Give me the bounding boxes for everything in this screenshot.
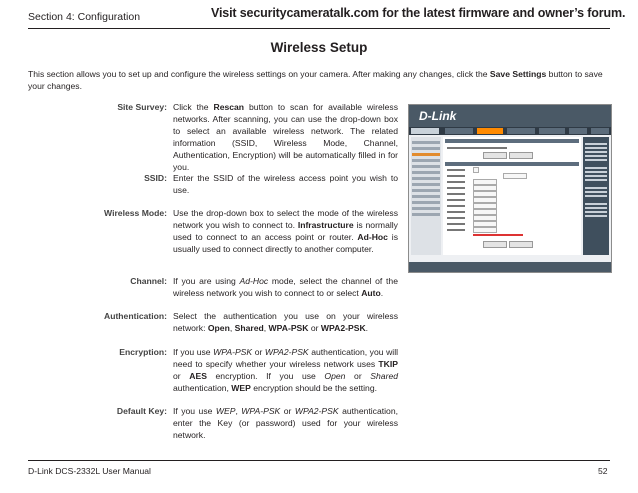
wireless-setup-screenshot	[408, 104, 612, 273]
help-line	[585, 167, 607, 169]
help-line	[585, 207, 607, 209]
mini-button	[483, 152, 507, 159]
screenshot-tab	[539, 128, 565, 134]
firmware-banner: Visit securitycameratalk.com for the latest firmware and owner’s forum.	[211, 6, 626, 20]
term-site-survey: Site Survey:	[117, 102, 167, 112]
row-label	[447, 181, 465, 183]
row-label	[447, 211, 465, 213]
sidebar-item-active	[412, 153, 440, 156]
section-bar	[445, 139, 579, 143]
manual-name: D-Link DCS-2332L User Manual	[28, 466, 151, 476]
text-line	[447, 147, 507, 149]
screenshot-tab-active	[477, 128, 503, 134]
sidebar-item	[412, 207, 440, 210]
desc-wireless-mode: Use the drop-down box to select the mode of the wireless network you wish to connect to. Infrastructure is normally used to connect to an access point or router. Ad-Hoc is usually used to connect directly to another computer.	[173, 208, 398, 254]
sidebar-item	[412, 171, 440, 174]
sidebar-item	[412, 183, 440, 186]
save-settings-term: Save Settings	[489, 69, 547, 79]
intro-paragraph: This section allows you to set up and configure the wireless settings on your camera. After making any changes, click the Save Settings button to save your changes.	[28, 69, 603, 91]
term-encryption: Encryption:	[119, 347, 167, 357]
screenshot-sidebar	[411, 137, 441, 255]
help-line	[585, 175, 607, 177]
sidebar-item	[412, 195, 440, 198]
screenshot-tab	[507, 128, 535, 134]
section-bar	[445, 162, 579, 166]
header-divider	[28, 28, 610, 29]
sidebar-item	[412, 201, 440, 204]
row-label	[447, 229, 465, 231]
help-line	[585, 179, 607, 181]
help-line	[585, 195, 607, 197]
help-line	[585, 151, 607, 153]
row-label	[447, 217, 465, 219]
screenshot-tab	[411, 128, 439, 134]
term-default-key: Default Key:	[116, 406, 167, 416]
help-line	[585, 171, 607, 173]
term-ssid: SSID:	[144, 173, 167, 183]
sidebar-item	[412, 159, 440, 162]
screenshot-header	[409, 105, 611, 127]
row-label	[447, 169, 465, 171]
sidebar-item	[412, 147, 440, 150]
help-line	[585, 143, 607, 145]
sidebar-item	[412, 213, 440, 216]
page-title: Wireless Setup	[270, 40, 368, 55]
help-line	[585, 155, 607, 157]
help-line	[585, 211, 607, 213]
row-label	[447, 187, 465, 189]
term-wireless-mode: Wireless Mode:	[104, 208, 167, 218]
desc-ssid: Enter the SSID of the wireless access point you wish to use.	[173, 173, 398, 195]
section-label: Section 4: Configuration	[28, 11, 141, 23]
row-field	[473, 227, 497, 233]
row-label	[447, 199, 465, 201]
help-line	[585, 191, 607, 193]
term-authentication: Authentication:	[103, 311, 167, 321]
sidebar-item	[412, 177, 440, 180]
row-label	[447, 175, 465, 177]
page-number: 52	[598, 466, 608, 476]
mini-button	[509, 241, 533, 248]
help-line	[585, 159, 607, 161]
desc-channel: If you are using Ad-Hoc mode, select the channel of the wireless network you wish to connect to or select Auto.	[173, 276, 398, 298]
row-label	[447, 205, 465, 207]
mini-button	[483, 241, 507, 248]
help-line	[585, 203, 607, 205]
sidebar-item	[412, 141, 440, 144]
screenshot-footer	[409, 262, 611, 272]
sidebar-item	[412, 165, 440, 168]
help-line	[585, 187, 607, 189]
desc-site-survey: Click the Rescan button to scan for available wireless networks. After scanning, you can use the drop-down box to select an available wireless network. The related information (SSID, Wireless Mode, Channel, Authentication, Encryption) will be automatically filled in for you.	[173, 102, 399, 172]
screenshot-tab	[591, 128, 609, 134]
sidebar-item	[412, 189, 440, 192]
row-label	[447, 223, 465, 225]
term-channel: Channel:	[130, 276, 167, 286]
screenshot-tab	[569, 128, 587, 134]
help-line	[585, 215, 607, 217]
row-field	[473, 167, 479, 173]
dlink-logo: D-Link	[419, 109, 457, 123]
row-label	[447, 193, 465, 195]
screenshot-tab	[445, 128, 473, 134]
warning-line	[473, 234, 523, 236]
mini-button	[509, 152, 533, 159]
row-field	[503, 173, 527, 179]
footer-divider	[28, 460, 610, 461]
desc-authentication: Select the authentication you use on your wireless network: Open, Shared, WPA-PSK or WPA2-PSK.	[173, 311, 398, 333]
screenshot-help-panel	[583, 137, 609, 255]
screenshot-main	[443, 137, 581, 255]
screenshot-nav	[409, 127, 611, 135]
desc-encryption: If you use WPA-PSK or WPA2-PSK authentication, you will need to specify whether your wireless network uses TKIP or AES encryption. If you use Open or Shared authentication, WEP encryption should be the setting.	[173, 347, 399, 393]
help-line	[585, 147, 607, 149]
desc-default-key: If you use WEP, WPA-PSK or WPA2-PSK authentication, enter the Key (or password) used for your wireless network.	[173, 406, 398, 440]
